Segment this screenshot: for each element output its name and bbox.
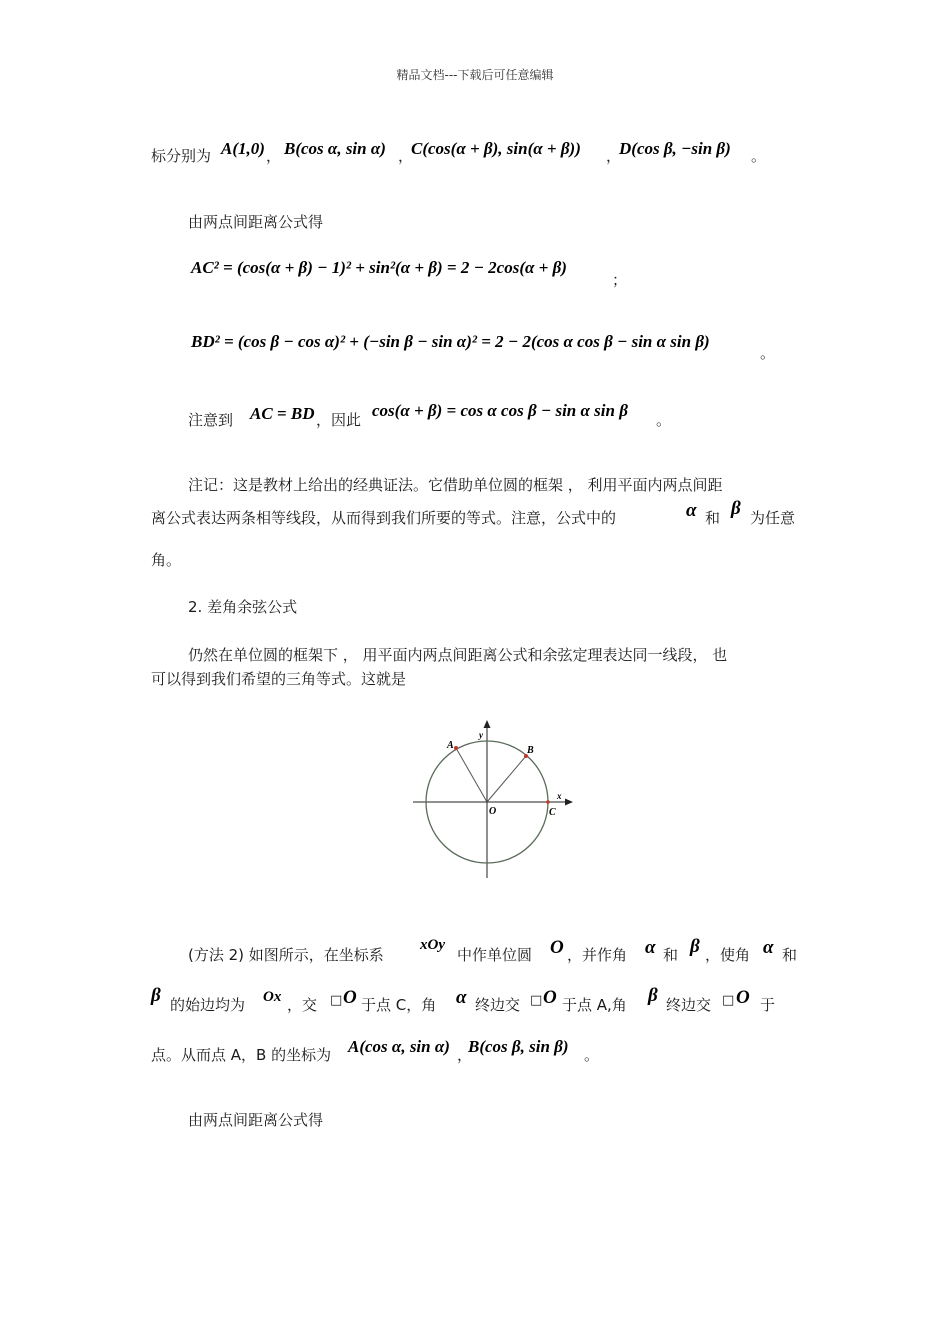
radius-oa	[456, 748, 487, 802]
intro-line-1: 仍然在单位圆的框架下 ， 用平面内两点间距离公式和余弦定理表达同一线段， 也	[188, 646, 728, 664]
period: 。	[656, 411, 672, 429]
remark-line-2: 离公式表达两条相等线段，从而得到我们所要的等式。注意，公式中的	[151, 509, 617, 527]
point-b-coord-2: B(cos β, sin β)	[468, 1037, 569, 1056]
equation-ac: AC² = (cos(α + β) − 1)² + sin²(α + β) = 2 − 2cos(α + β)	[191, 258, 567, 277]
remark-line-3: 角。	[151, 551, 182, 569]
missing-glyph-box: □	[330, 993, 343, 1008]
distance-heading-2: 由两点间距离公式得	[188, 1111, 324, 1129]
separator: ，	[266, 147, 282, 165]
method2-line2-f: 终边交	[666, 996, 712, 1014]
separator: ，	[398, 147, 414, 165]
unit-circle-figure	[405, 712, 585, 882]
point-d-coord: D(cos β, −sin β)	[619, 139, 731, 158]
alpha-symbol: α	[763, 937, 774, 958]
y-axis-label: y	[479, 730, 483, 740]
x-axis-label: x	[557, 791, 562, 801]
method2-line2-b: ，交	[287, 996, 318, 1014]
point-a-coord: A(1,0)	[221, 139, 265, 158]
separator: ，	[606, 147, 622, 165]
alpha-symbol: α	[645, 937, 656, 958]
point-c-coord: C(cos(α + β), sin(α + β))	[411, 139, 581, 158]
ox-symbol: Ox	[263, 989, 282, 1005]
method2-line2-a: 的始边均为	[170, 996, 246, 1014]
remark-line-2-end: 为任意	[750, 509, 796, 527]
period: 。	[751, 147, 767, 165]
radius-ob	[487, 756, 526, 802]
point-b-label: B	[527, 745, 534, 756]
page-header: 精品文档---下载后可任意编辑	[396, 68, 554, 82]
method2-line1-c: ，并作角	[567, 946, 628, 964]
beta-symbol: β	[648, 985, 658, 1006]
semicolon: ；	[612, 271, 628, 289]
point-a-label: A	[447, 740, 454, 751]
method2-line1-a: (方法 2) 如图所示，在坐标系	[188, 946, 384, 964]
method2-line3: 点。从而点 A，B 的坐标为	[151, 1046, 332, 1064]
period: 。	[760, 344, 776, 362]
and-word: 和	[705, 509, 721, 527]
origin-label: O	[489, 806, 497, 817]
method2-line1-d: ，使角	[705, 946, 751, 964]
method2-line2-c: 于点 C，角	[361, 996, 437, 1014]
alpha-symbol: α	[456, 987, 467, 1008]
circle-o-symbol: O	[343, 987, 357, 1008]
equation-cos-sum: cos(α + β) = cos α cos β − sin α sin β	[372, 401, 628, 420]
circle-o-symbol: O	[736, 987, 750, 1008]
point-c-label: C	[549, 807, 556, 818]
notice-prefix: 注意到	[188, 411, 234, 429]
point-b-coord: B(cos α, sin α)	[284, 139, 386, 158]
point-a-coord-2: A(cos α, sin α)	[348, 1037, 450, 1056]
beta-symbol: β	[151, 985, 161, 1006]
and-word: 和	[782, 946, 798, 964]
method2-line2-d: 终边交	[475, 996, 521, 1014]
equation-ac-bd: AC = BD	[250, 404, 315, 423]
and-word: 和	[663, 946, 679, 964]
circle-o-symbol: O	[543, 987, 557, 1008]
coords-prefix: 标分别为	[151, 147, 212, 165]
method2-line2-e: 于点 A,角	[562, 996, 627, 1014]
beta-symbol: β	[731, 498, 741, 519]
distance-heading-1: 由两点间距离公式得	[188, 213, 324, 231]
remark-line-1: 注记：这是教材上给出的经典证法。它借助单位圆的框架 ， 利用平面内两点间距	[188, 476, 723, 494]
period: 。	[584, 1046, 600, 1064]
point-c-marker	[546, 800, 550, 804]
section-title: 2. 差角余弦公式	[188, 598, 298, 616]
method2-line2-g: 于	[760, 996, 776, 1014]
point-a-marker	[454, 746, 458, 750]
alpha-symbol: α	[686, 500, 697, 521]
separator: ，	[457, 1046, 473, 1064]
xoy-symbol: xOy	[420, 937, 445, 953]
missing-glyph-box: □	[722, 993, 735, 1008]
method2-line1-b: 中作单位圆	[457, 946, 533, 964]
equation-bd: BD² = (cos β − cos α)² + (−sin β − sin α)² = 2 − 2(cos α cos β − sin α sin β)	[191, 332, 710, 351]
intro-line-2: 可以得到我们希望的三角等式。这就是	[151, 670, 407, 688]
y-axis-arrow	[484, 720, 491, 728]
notice-mid: ，因此	[316, 411, 362, 429]
missing-glyph-box: □	[530, 993, 543, 1008]
circle-o-symbol: O	[550, 937, 564, 958]
x-axis-arrow	[565, 799, 573, 806]
beta-symbol: β	[690, 936, 700, 957]
